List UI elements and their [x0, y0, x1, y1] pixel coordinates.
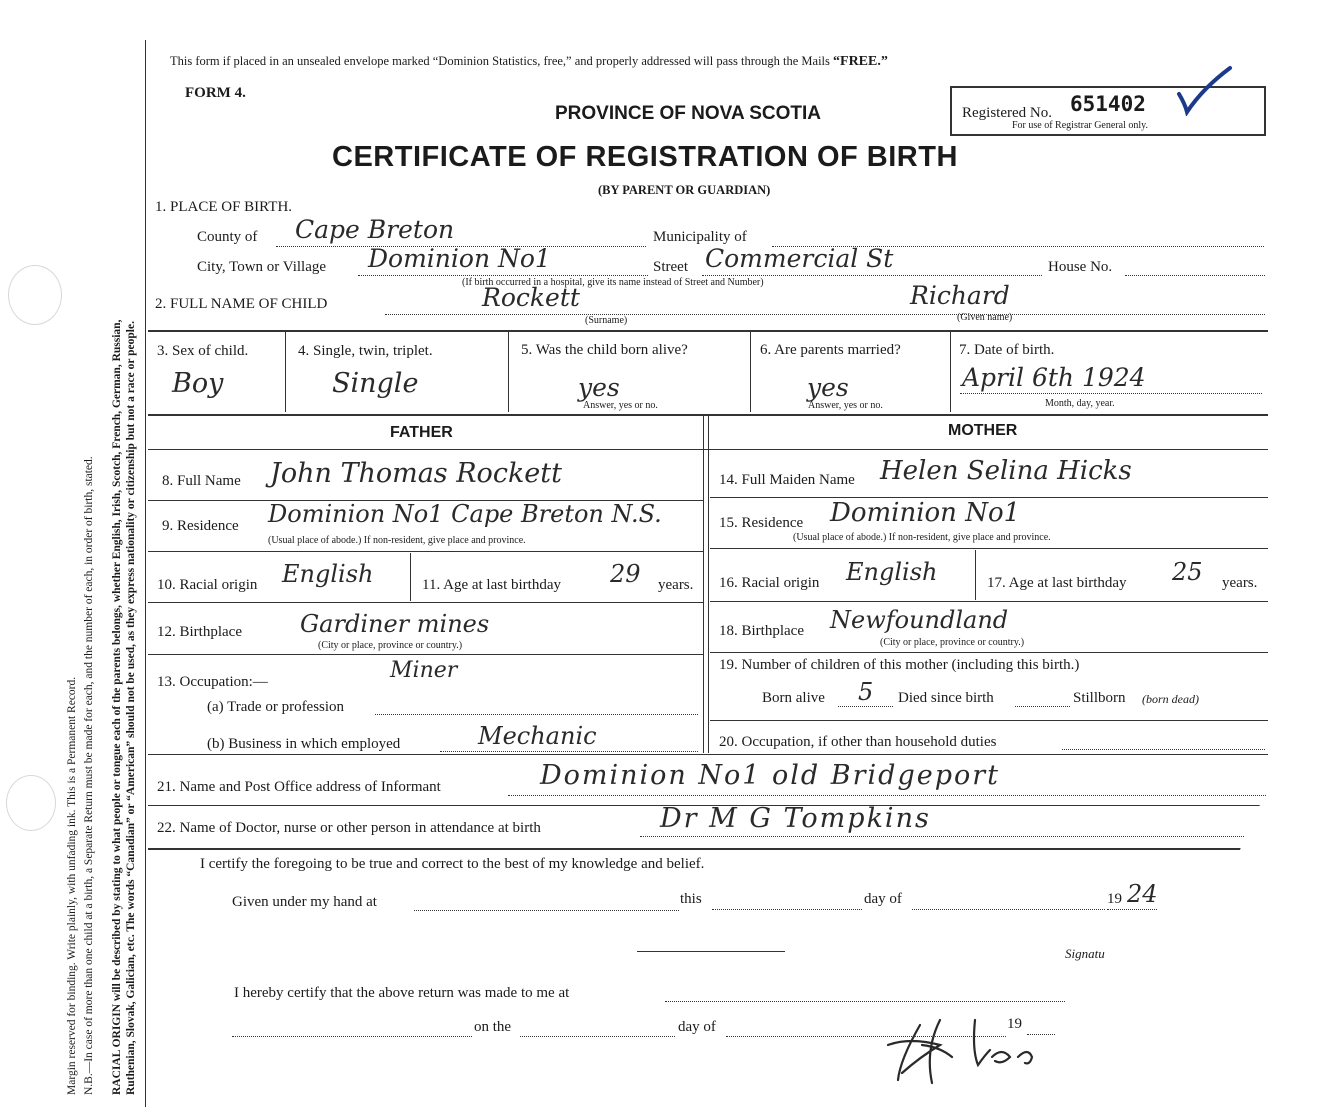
mother-birthplace-label: 18. Birthplace: [719, 623, 804, 639]
father-racial-label: 10. Racial origin: [157, 577, 258, 593]
mother-stillborn-note: (born dead): [1142, 692, 1199, 706]
dob-value: April 6th 1924: [962, 363, 1146, 392]
father-age-label: 11. Age at last birthday: [422, 577, 561, 593]
plurality-value: Single: [332, 368, 419, 399]
married-label: 6. Are parents married?: [760, 342, 901, 358]
rule-col-5-6: [750, 332, 751, 412]
mother-stillborn-label: Stillborn: [1073, 690, 1126, 706]
year-line: [1107, 909, 1157, 910]
father-birthplace-note: (City or place, province or country.): [318, 640, 463, 651]
father-residence-note: (Usual place of abode.) If non-resident, give place and province.: [268, 535, 526, 546]
binding-margin-line: [145, 40, 146, 1107]
mother-name-value: Helen Selina Hicks: [880, 456, 1132, 486]
rule-mother-15: [710, 548, 1268, 549]
page-subtitle: (BY PARENT OR GUARDIAN): [598, 183, 771, 197]
day-of-line: [912, 909, 1105, 910]
father-birthplace-label: 12. Birthplace: [157, 624, 242, 640]
registered-number: 651402: [1070, 92, 1146, 116]
year-prefix: 19: [1107, 891, 1122, 907]
father-name-value: John Thomas Rockett: [270, 458, 562, 489]
house-line: [1125, 275, 1265, 276]
father-occupation-value: Miner: [390, 658, 458, 683]
doctor-line: [640, 836, 1268, 837]
sex-value: Boy: [172, 368, 224, 399]
mother-birthplace-value: Newfoundland: [830, 606, 1009, 634]
rule-top-details: [148, 330, 1268, 332]
mother-children-label: 19. Number of children of this mother (including this birth.): [719, 657, 1080, 673]
street-value: Commercial St: [705, 244, 894, 273]
mother-born-alive-value: 5: [858, 678, 874, 706]
dob-label: 7. Date of birth.: [959, 342, 1055, 358]
mother-born-alive-line: [838, 706, 893, 707]
informant-value: Dominion No1 old Bridgeport: [540, 760, 1001, 791]
rule-mother-16-17: [975, 550, 976, 600]
hospital-note: (If birth occurred in a hospital, give its name instead of Street and Number): [462, 277, 764, 288]
informant-label: 21. Name and Post Office address of Informant: [157, 779, 441, 795]
sex-label: 3. Sex of child.: [157, 343, 249, 359]
mother-occupation-label: 20. Occupation, if other than household duties: [719, 734, 997, 750]
father-racial-value: English: [282, 560, 374, 588]
certify-statement: I certify the foregoing to be true and correct to the best of my knowledge and belief.: [200, 856, 705, 872]
informant-line: [508, 795, 1268, 796]
child-name-label: 2. FULL NAME OF CHILD: [155, 296, 328, 312]
this-day-line: [712, 909, 862, 910]
mother-age-years: years.: [1222, 575, 1258, 591]
father-occupation-label: 13. Occupation:—: [157, 674, 268, 690]
mother-racial-value: English: [846, 558, 938, 586]
father-residence-label: 9. Residence: [162, 518, 239, 534]
father-trade-label: (a) Trade or profession: [207, 699, 345, 715]
year-handwritten: 24: [1127, 880, 1158, 908]
born-alive-value: yes: [578, 373, 620, 402]
checkmark-icon: [1175, 64, 1235, 116]
on-the-label: on the: [474, 1019, 512, 1035]
rule-under-headers: [148, 449, 1268, 450]
mother-died-label: Died since birth: [898, 690, 994, 706]
rule-father-9: [148, 551, 703, 552]
signature-label: Signatu: [1065, 946, 1105, 961]
mother-residence-note: (Usual place of abode.) If non-resident, give place and province.: [793, 532, 1051, 543]
father-header: FATHER: [390, 424, 453, 441]
on-the-pre-line: [232, 1036, 472, 1037]
county-value: Cape Breton: [295, 215, 455, 244]
rule-father-mother-divider: [703, 416, 704, 753]
father-business-label: (b) Business in which employed: [207, 736, 401, 752]
plurality-label: 4. Single, twin, triplet.: [298, 343, 433, 359]
city-value: Dominion No1: [368, 244, 551, 273]
registered-label: Registered No.: [962, 105, 1052, 121]
registrar-signature: [880, 1005, 1050, 1090]
mother-died-line: [1015, 706, 1070, 707]
province-heading: PROVINCE OF NOVA SCOTIA: [555, 103, 822, 124]
rule-mother-16: [710, 601, 1268, 602]
street-label: Street: [653, 259, 688, 275]
father-age-value: 29: [610, 560, 641, 588]
mother-birthplace-note: (City or place, province or country.): [880, 637, 1025, 648]
municipality-label: Municipality of: [653, 229, 747, 245]
father-birthplace-value: Gardiner mines: [300, 610, 490, 638]
registrar-place-line: [665, 1001, 1065, 1002]
torn-edge: [1230, 590, 1320, 1107]
rule-parents-bottom: [148, 754, 1268, 755]
mother-residence-value: Dominion No1: [830, 498, 1021, 528]
father-residence-value: Dominion No1 Cape Breton N.S.: [268, 500, 662, 528]
father-age-years: years.: [658, 577, 694, 593]
father-trade-line: [375, 714, 698, 715]
child-given-value: Richard: [910, 281, 1010, 310]
father-business-value: Mechanic: [478, 722, 597, 750]
day-of-label: day of: [864, 891, 902, 907]
mother-name-label: 14. Full Maiden Name: [719, 472, 855, 488]
doctor-value: Dr M G Tompkins: [660, 803, 931, 834]
margin-note-racial-origin-cont: Ruthenian, Slovak, Galician, etc. The words “Canadian” or “American” should not be used, as they express nationality or citizenship but not a race or people.: [125, 321, 137, 1095]
married-value: yes: [807, 373, 849, 402]
child-name-line: [385, 314, 1265, 315]
margin-note-binding: Margin reserved for binding. Write plainly, with unfading ink. This is a Permanent Record.: [66, 676, 78, 1095]
street-line: [702, 275, 1042, 276]
county-label: County of: [197, 229, 258, 245]
margin-note-multiple-births: N.B.—In case of more than one child at a birth, a Separate Return must be made for each, and the number of each, in order of birth, stated.: [83, 456, 95, 1095]
rule-mother-18: [710, 652, 1268, 653]
rule-father-12: [148, 654, 703, 655]
born-alive-label: 5. Was the child born alive?: [521, 342, 688, 358]
given-under-hand-label: Given under my hand at: [232, 894, 377, 910]
father-business-line: [440, 751, 698, 752]
year-prefix-2: 19: [1007, 1016, 1022, 1032]
this-label: this: [680, 891, 702, 907]
mother-header: MOTHER: [948, 422, 1018, 439]
mail-notice-text: This form if placed in an unsealed envelope marked “Dominion Statistics, free,” and properly addressed will pass through the Mails: [170, 54, 830, 68]
doctor-label: 22. Name of Doctor, nurse or other person in attendance at birth: [157, 820, 541, 836]
rule-col-4-5: [508, 332, 509, 412]
dob-line: [960, 393, 1262, 394]
rule-father-10: [148, 602, 703, 603]
given-place-line: [414, 910, 679, 911]
rule-col-6-7: [950, 332, 951, 412]
mother-age-value: 25: [1172, 558, 1203, 586]
house-label: House No.: [1048, 259, 1113, 275]
rule-father-mother-divider-2: [708, 416, 709, 753]
registered-note: For use of Registrar General only.: [1012, 120, 1148, 131]
mother-racial-label: 16. Racial origin: [719, 575, 820, 591]
city-label: City, Town or Village: [197, 259, 327, 275]
dob-note: Month, day, year.: [1045, 398, 1115, 409]
rule-father-10-11: [410, 553, 411, 601]
surname-note: (Surname): [585, 315, 628, 326]
rule-col-3-4: [285, 332, 286, 412]
married-answer-note: Answer, yes or no.: [808, 400, 883, 411]
on-the-line: [520, 1036, 675, 1037]
mother-born-alive-label: Born alive: [762, 690, 825, 706]
rule-mother-19: [710, 720, 1268, 721]
signature-short-line: [637, 951, 785, 952]
father-name-label: 8. Full Name: [162, 473, 241, 489]
day-of-label-2: day of: [678, 1019, 716, 1035]
given-note: (Given name): [957, 312, 1013, 323]
margin-note-racial-origin: RACIAL ORIGIN will be described by stating to what people or tongue each of the parents belongs, whether English, Irish, Scotch, French, German, Russian,: [111, 319, 123, 1095]
born-alive-answer-note: Answer, yes or no.: [583, 400, 658, 411]
place-of-birth-label: 1. PLACE OF BIRTH.: [155, 199, 293, 215]
rule-22: [148, 848, 1268, 850]
mother-age-label: 17. Age at last birthday: [987, 575, 1127, 591]
mother-residence-label: 15. Residence: [719, 515, 804, 531]
punch-hole-top: [8, 265, 62, 325]
page-title: CERTIFICATE OF REGISTRATION OF BIRTH: [332, 141, 958, 173]
mail-notice: [170, 54, 888, 70]
form-number: FORM 4.: [185, 85, 246, 101]
registrar-statement: I hereby certify that the above return was made to me at: [234, 985, 570, 1001]
city-line: [358, 275, 648, 276]
child-surname-value: Rockett: [482, 283, 580, 312]
mail-free-label: “FREE.”: [833, 54, 888, 69]
punch-hole-bottom: [6, 775, 56, 831]
